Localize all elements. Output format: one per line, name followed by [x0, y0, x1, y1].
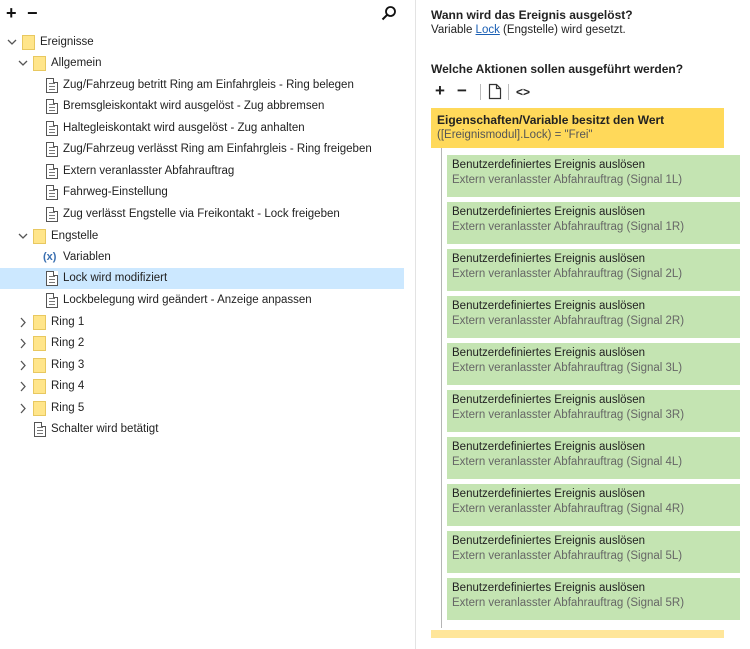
action-subtitle: Extern veranlasster Abfahrauftrag (Signal 4R)	[452, 503, 685, 515]
folder-icon	[33, 379, 46, 394]
toolbar-separator	[480, 84, 481, 100]
condition-end-bar	[431, 630, 724, 638]
chevron-down-icon[interactable]	[6, 32, 18, 53]
action-block[interactable]	[447, 531, 740, 573]
tree-item-event[interactable]	[0, 139, 404, 160]
trigger-description	[431, 24, 626, 36]
tree-item-label: Fahrweg-Einstellung	[63, 186, 168, 198]
add-action-button[interactable]: +	[435, 81, 445, 100]
chevron-right-icon[interactable]	[17, 355, 29, 376]
tree-item-label: Lockbelegung wird geändert - Anzeige anpassen	[63, 294, 312, 306]
condition-expression: ([Ereignismodul].Lock) = "Frei"	[437, 129, 593, 141]
action-title: Benutzerdefiniertes Ereignis auslösen	[452, 253, 646, 265]
tree-node-ereignisse[interactable]	[0, 32, 404, 53]
tree-item-schalter[interactable]	[0, 419, 404, 440]
action-block[interactable]	[447, 578, 740, 620]
folder-icon	[33, 401, 46, 416]
tree-node-label: Ring 3	[51, 359, 85, 371]
tree-item-label: Variablen	[63, 251, 111, 263]
action-subtitle: Extern veranlasster Abfahrauftrag (Signal 3L)	[452, 362, 683, 374]
action-block[interactable]	[447, 296, 740, 338]
action-title: Benutzerdefiniertes Ereignis auslösen	[452, 347, 646, 359]
action-title: Benutzerdefiniertes Ereignis auslösen	[452, 441, 646, 453]
tree-item-label: Schalter wird betätigt	[51, 423, 159, 435]
document-icon	[46, 293, 58, 308]
tree-item-label: Zug/Fahrzeug verlässt Ring am Einfahrgleis - Ring freigeben	[63, 143, 372, 155]
tree-node-ring[interactable]	[0, 398, 404, 419]
action-subtitle: Extern veranlasster Abfahrauftrag (Signal 5R)	[452, 597, 685, 609]
tree-item-label: Lock wird modifiziert	[63, 272, 168, 284]
tree-node-allgemein[interactable]	[0, 53, 404, 74]
tree-node-label: Engstelle	[51, 230, 99, 242]
tree-item-label: Zug verlässt Engstelle via Freikontakt - Lock freigeben	[63, 208, 340, 220]
folder-icon	[22, 35, 35, 50]
tree-node-label: Ring 4	[51, 380, 85, 392]
tree-item-event[interactable]	[0, 204, 404, 225]
document-icon	[46, 185, 58, 200]
trigger-heading: Wann wird das Ereignis ausgelöst?	[431, 8, 633, 22]
document-icon[interactable]	[488, 83, 502, 100]
actions-heading: Welche Aktionen sollen ausgeführt werden?	[431, 62, 684, 76]
folder-icon	[33, 229, 46, 244]
action-subtitle: Extern veranlasster Abfahrauftrag (Signal 5L)	[452, 550, 683, 562]
action-title: Benutzerdefiniertes Ereignis auslösen	[452, 300, 646, 312]
action-subtitle: Extern veranlasster Abfahrauftrag (Signal 1L)	[452, 174, 683, 186]
tree-node-ring[interactable]	[0, 312, 404, 333]
variable-icon: (x)	[43, 251, 57, 263]
chevron-right-icon[interactable]	[17, 312, 29, 333]
folder-icon	[33, 56, 46, 71]
action-block[interactable]	[447, 202, 740, 244]
condition-title: Eigenschaften/Variable besitzt den Wert	[437, 113, 665, 127]
action-block[interactable]	[447, 249, 740, 291]
tree-item-label: Extern veranlasster Abfahrauftrag	[63, 165, 235, 177]
action-title: Benutzerdefiniertes Ereignis auslösen	[452, 206, 646, 218]
folder-icon	[33, 336, 46, 351]
tree-item-variablen[interactable]	[0, 247, 404, 268]
tree-node-label: Ring 2	[51, 337, 85, 349]
tree-item-event[interactable]	[0, 118, 404, 139]
document-icon	[46, 142, 58, 157]
variable-link[interactable]: Lock	[475, 24, 500, 36]
document-icon	[46, 121, 58, 136]
action-subtitle: Extern veranlasster Abfahrauftrag (Signal 3R)	[452, 409, 685, 421]
nesting-line	[441, 148, 442, 628]
action-block[interactable]	[447, 484, 740, 526]
chevron-right-icon[interactable]	[17, 333, 29, 354]
trigger-suffix: (Engstelle) wird gesetzt.	[499, 24, 626, 36]
tree-node-label: Ring 5	[51, 402, 85, 414]
tree-item-event[interactable]	[0, 75, 404, 96]
action-subtitle: Extern veranlasster Abfahrauftrag (Signal 4L)	[452, 456, 683, 468]
tree-item-event[interactable]	[0, 161, 404, 182]
tree-node-ring[interactable]	[0, 376, 404, 397]
action-block[interactable]	[447, 437, 740, 479]
tree-item-event[interactable]	[0, 96, 404, 117]
search-icon[interactable]	[381, 5, 397, 21]
action-title: Benutzerdefiniertes Ereignis auslösen	[452, 394, 646, 406]
remove-button[interactable]: −	[27, 3, 38, 23]
document-icon	[46, 164, 58, 179]
action-block[interactable]	[447, 343, 740, 385]
trigger-prefix: Variable	[431, 24, 476, 36]
add-button[interactable]: +	[6, 3, 17, 23]
document-icon	[46, 207, 58, 222]
tree-item-lockbelegung[interactable]	[0, 290, 404, 311]
action-subtitle: Extern veranlasster Abfahrauftrag (Signal 2R)	[452, 315, 685, 327]
tree-node-label: Ring 1	[51, 316, 85, 328]
action-title: Benutzerdefiniertes Ereignis auslösen	[452, 535, 646, 547]
tree-item-label: Zug/Fahrzeug betritt Ring am Einfahrgleis - Ring belegen	[63, 79, 354, 91]
tree-item-label: Haltegleiskontakt wird ausgelöst - Zug anhalten	[63, 122, 305, 134]
chevron-right-icon[interactable]	[17, 376, 29, 397]
action-subtitle: Extern veranlasster Abfahrauftrag (Signal 1R)	[452, 221, 685, 233]
document-icon	[46, 99, 58, 114]
tree-item-lock-modifiziert[interactable]	[0, 268, 404, 289]
document-icon	[46, 78, 58, 93]
tree-node-label: Ereignisse	[40, 36, 94, 48]
chevron-down-icon[interactable]	[17, 226, 29, 247]
tree-node-ring[interactable]	[0, 333, 404, 354]
toolbar-separator	[508, 84, 509, 100]
chevron-down-icon[interactable]	[17, 53, 29, 74]
tree-node-engstelle[interactable]	[0, 226, 404, 247]
action-block[interactable]	[447, 390, 740, 432]
chevron-right-icon[interactable]	[17, 398, 29, 419]
document-icon	[46, 271, 58, 286]
code-view-button[interactable]: <>	[516, 85, 531, 99]
tree-item-label: Bremsgleiskontakt wird ausgelöst - Zug abbremsen	[63, 100, 325, 112]
tree-node-label: Allgemein	[51, 57, 102, 69]
tree-item-event[interactable]	[0, 182, 404, 203]
tree-node-ring[interactable]	[0, 355, 404, 376]
event-detail-panel	[417, 0, 750, 649]
action-title: Benutzerdefiniertes Ereignis auslösen	[452, 582, 646, 594]
action-title: Benutzerdefiniertes Ereignis auslösen	[452, 159, 646, 171]
action-title: Benutzerdefiniertes Ereignis auslösen	[452, 488, 646, 500]
action-block[interactable]	[447, 155, 740, 197]
action-subtitle: Extern veranlasster Abfahrauftrag (Signal 2L)	[452, 268, 683, 280]
remove-action-button[interactable]: −	[457, 81, 467, 100]
folder-icon	[33, 315, 46, 330]
document-icon	[34, 422, 46, 437]
condition-block[interactable]	[431, 108, 724, 148]
folder-icon	[33, 358, 46, 373]
